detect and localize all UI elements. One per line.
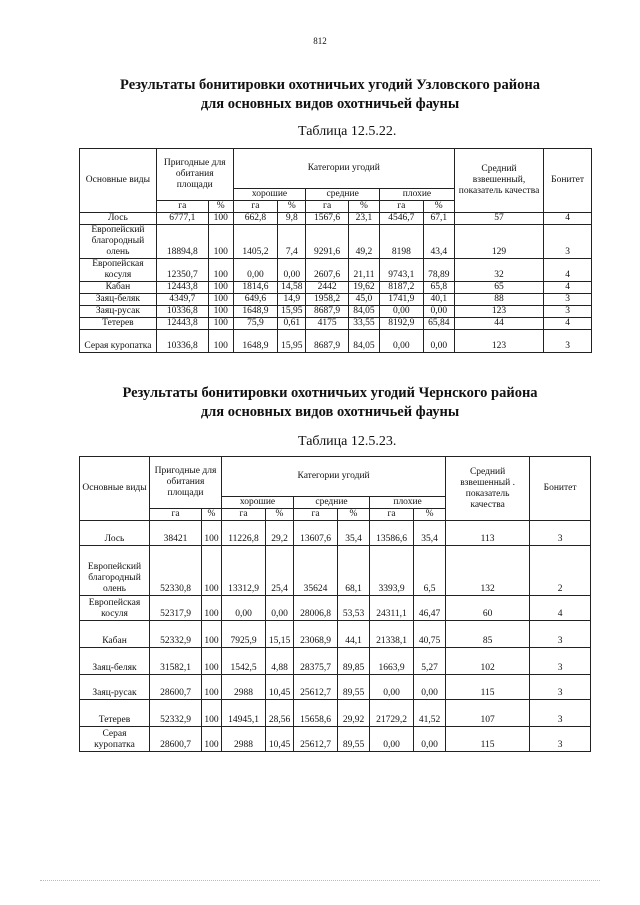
header-weighted-quality: Средний взвешенный . показатель качества [446,457,530,521]
header-good: хорошие [233,189,306,201]
weighted-quality-cell: 85 [446,621,530,648]
table-row [80,546,591,596]
weighted-quality-cell: 123 [454,330,543,353]
good-ha-cell: 1814,6 [233,282,278,294]
header-medium-ha: га [306,201,349,213]
medium-ha-cell: 2607,6 [306,259,349,282]
header-medium: средние [306,189,380,201]
bonitet-cell: 3 [544,294,592,306]
suitable-pct-cell: 100 [202,596,222,621]
bonitet-cell: 3 [530,521,591,546]
header-good-pct: % [278,201,306,213]
bonitet-cell: 2 [530,546,591,596]
medium-pct-cell: 89,55 [338,727,370,752]
suitable-ha-cell: 12443,8 [156,282,208,294]
medium-pct-cell: 84,05 [348,306,379,318]
weighted-quality-cell: 32 [454,259,543,282]
header-good-ha: га [233,201,278,213]
medium-ha-cell: 13607,6 [294,521,338,546]
species-cell: Европейская косуля [80,259,157,282]
good-pct-cell: 28,56 [266,700,294,727]
header-poor-ha: га [380,201,424,213]
medium-pct-cell: 68,1 [338,546,370,596]
medium-pct-cell: 35,4 [338,521,370,546]
weighted-quality-cell: 57 [454,213,543,225]
header-ha: га [156,201,208,213]
good-pct-cell: 25,4 [266,546,294,596]
good-pct-cell: 9,8 [278,213,306,225]
species-cell: Заяц-русак [80,306,157,318]
medium-ha-cell: 2442 [306,282,349,294]
weighted-quality-cell: 113 [446,521,530,546]
good-ha-cell: 0,00 [222,596,266,621]
good-pct-cell: 10,45 [266,727,294,752]
weighted-quality-cell: 129 [454,225,543,259]
medium-pct-cell: 33,55 [348,318,379,330]
suitable-pct-cell: 100 [208,330,233,353]
header-weighted-quality: Средний взвешенный, показатель качества [454,149,543,213]
suitable-ha-cell: 6777,1 [156,213,208,225]
good-pct-cell: 0,61 [278,318,306,330]
poor-pct-cell: 67,1 [423,213,454,225]
poor-ha-cell: 0,00 [370,675,414,700]
poor-pct-cell: 78,89 [423,259,454,282]
medium-pct-cell: 23,1 [348,213,379,225]
poor-pct-cell: 65,8 [423,282,454,294]
suitable-pct-cell: 100 [202,675,222,700]
medium-pct-cell: 89,55 [338,675,370,700]
medium-ha-cell: 28375,7 [294,648,338,675]
poor-pct-cell: 0,00 [414,727,446,752]
good-ha-cell: 662,8 [233,213,278,225]
medium-pct-cell: 21,11 [348,259,379,282]
species-cell: Кабан [80,282,157,294]
good-ha-cell: 2988 [222,675,266,700]
poor-ha-cell: 4546,7 [380,213,424,225]
good-ha-cell: 14945,1 [222,700,266,727]
good-pct-cell: 10,45 [266,675,294,700]
good-pct-cell: 14,9 [278,294,306,306]
species-cell: Европейский благородный олень [80,546,150,596]
suitable-pct-cell: 100 [202,546,222,596]
section1-title-line2: для основных видов охотничьей фауны [200,96,460,112]
suitable-ha-cell: 4349,7 [156,294,208,306]
good-ha-cell: 1405,2 [233,225,278,259]
table-row [80,294,592,306]
table-row [80,330,592,353]
header-medium-ha: га [294,509,338,521]
table-row [80,675,591,700]
header-bonitet: Бонитет [544,149,592,213]
poor-ha-cell: 8187,2 [380,282,424,294]
suitable-ha-cell: 52332,9 [150,621,202,648]
header-species: Основные виды [80,457,150,521]
bonitet-cell: 4 [544,259,592,282]
species-cell: Европейский благородный олень [80,225,157,259]
poor-pct-cell: 40,75 [414,621,446,648]
good-ha-cell: 13312,9 [222,546,266,596]
section2-title-line2: для основных видов охотничьей фауны [200,404,460,420]
poor-ha-cell: 8192,9 [380,318,424,330]
bonitet-cell: 4 [544,213,592,225]
suitable-ha-cell: 52332,9 [150,700,202,727]
medium-ha-cell: 28006,8 [294,596,338,621]
header-good-pct: % [266,509,294,521]
poor-pct-cell: 0,00 [423,306,454,318]
footer-divider [40,880,600,882]
good-pct-cell: 14,58 [278,282,306,294]
suitable-pct-cell: 100 [208,259,233,282]
species-cell: Кабан [80,621,150,648]
weighted-quality-cell: 115 [446,675,530,700]
table-row [80,225,592,259]
poor-ha-cell: 0,00 [370,727,414,752]
header-land-categories: Категории угодий [222,457,446,497]
weighted-quality-cell: 44 [454,318,543,330]
weighted-quality-cell: 115 [446,727,530,752]
bonitet-cell: 3 [530,727,591,752]
table-row [80,621,591,648]
header-good-ha: га [222,509,266,521]
suitable-ha-cell: 28600,7 [150,675,202,700]
header-poor: плохие [370,497,446,509]
bonitet-cell: 3 [530,700,591,727]
section1-title [60,76,600,114]
header-pct: % [202,509,222,521]
suitable-pct-cell: 100 [208,213,233,225]
medium-pct-cell: 44,1 [338,621,370,648]
table-row [80,648,591,675]
table1-caption: Таблица 12.5.22. [298,124,397,139]
poor-ha-cell: 9743,1 [380,259,424,282]
good-ha-cell: 11226,8 [222,521,266,546]
suitable-pct-cell: 100 [202,700,222,727]
suitable-ha-cell: 31582,1 [150,648,202,675]
header-poor-pct: % [414,509,446,521]
weighted-quality-cell: 107 [446,700,530,727]
species-cell: Лось [80,521,150,546]
section1-title-line1: Результаты бонитировки охотничьих угодий Узловского района [120,77,540,93]
medium-pct-cell: 45,0 [348,294,379,306]
medium-pct-cell: 84,05 [348,330,379,353]
good-pct-cell: 0,00 [266,596,294,621]
medium-pct-cell: 29,92 [338,700,370,727]
header-bonitet: Бонитет [530,457,591,521]
good-ha-cell: 649,6 [233,294,278,306]
header-suitable-area: Пригодные для обитания площади [156,149,233,201]
suitable-ha-cell: 12350,7 [156,259,208,282]
poor-pct-cell: 6,5 [414,546,446,596]
bonitet-cell: 4 [544,318,592,330]
suitable-ha-cell: 18894,8 [156,225,208,259]
table-row [80,318,592,330]
table-row [80,282,592,294]
poor-ha-cell: 3393,9 [370,546,414,596]
bonitet-cell: 3 [530,648,591,675]
good-ha-cell: 7925,9 [222,621,266,648]
medium-pct-cell: 49,2 [348,225,379,259]
suitable-pct-cell: 100 [202,648,222,675]
medium-ha-cell: 4175 [306,318,349,330]
suitable-ha-cell: 38421 [150,521,202,546]
header-poor: плохие [380,189,455,201]
suitable-ha-cell: 10336,8 [156,330,208,353]
suitable-pct-cell: 100 [208,282,233,294]
species-cell: Заяц-русак [80,675,150,700]
suitable-ha-cell: 52317,9 [150,596,202,621]
good-ha-cell: 1648,9 [233,306,278,318]
table-12-5-23 [79,456,591,752]
species-cell: Европейская косуля [80,596,150,621]
poor-ha-cell: 21338,1 [370,621,414,648]
poor-ha-cell: 24311,1 [370,596,414,621]
poor-ha-cell: 13586,6 [370,521,414,546]
table-12-5-22 [79,148,592,353]
section2-title-line1: Результаты бонитировки охотничьих угодий Чернского района [122,385,538,401]
table-row [80,306,592,318]
suitable-pct-cell: 100 [208,294,233,306]
bonitet-cell: 3 [544,330,592,353]
species-cell: Серая куропатка [80,330,157,353]
medium-ha-cell: 8687,9 [306,330,349,353]
weighted-quality-cell: 123 [454,306,543,318]
medium-pct-cell: 89,85 [338,648,370,675]
poor-ha-cell: 1741,9 [380,294,424,306]
header-suitable-area: Пригодные для обитания площади [150,457,222,509]
poor-pct-cell: 46,47 [414,596,446,621]
page-number: 812 [313,36,327,46]
table-row [80,259,592,282]
bonitet-cell: 3 [530,675,591,700]
species-cell: Серая куропатка [80,727,150,752]
good-ha-cell: 2988 [222,727,266,752]
good-pct-cell: 7,4 [278,225,306,259]
poor-ha-cell: 21729,2 [370,700,414,727]
poor-pct-cell: 65,84 [423,318,454,330]
poor-ha-cell: 0,00 [380,306,424,318]
poor-ha-cell: 0,00 [380,330,424,353]
suitable-pct-cell: 100 [202,621,222,648]
medium-ha-cell: 1958,2 [306,294,349,306]
table-row [80,596,591,621]
poor-pct-cell: 5,27 [414,648,446,675]
table2-body [80,521,591,752]
good-pct-cell: 15,95 [278,330,306,353]
good-pct-cell: 29,2 [266,521,294,546]
poor-ha-cell: 1663,9 [370,648,414,675]
weighted-quality-cell: 88 [454,294,543,306]
medium-pct-cell: 53,53 [338,596,370,621]
suitable-ha-cell: 12443,8 [156,318,208,330]
weighted-quality-cell: 60 [446,596,530,621]
table-row [80,213,592,225]
header-land-categories: Категории угодий [233,149,454,189]
species-cell: Лось [80,213,157,225]
bonitet-cell: 3 [544,306,592,318]
good-ha-cell: 1648,9 [233,330,278,353]
medium-ha-cell: 1567,6 [306,213,349,225]
suitable-pct-cell: 100 [202,521,222,546]
poor-pct-cell: 43,4 [423,225,454,259]
species-cell: Заяц-беляк [80,648,150,675]
bonitet-cell: 3 [530,621,591,648]
bonitet-cell: 3 [544,225,592,259]
suitable-ha-cell: 28600,7 [150,727,202,752]
header-poor-pct: % [423,201,454,213]
table2-caption: Таблица 12.5.23. [298,434,397,449]
poor-pct-cell: 41,52 [414,700,446,727]
medium-pct-cell: 19,62 [348,282,379,294]
poor-pct-cell: 35,4 [414,521,446,546]
good-pct-cell: 4,88 [266,648,294,675]
suitable-pct-cell: 100 [208,318,233,330]
good-pct-cell: 0,00 [278,259,306,282]
good-ha-cell: 75,9 [233,318,278,330]
good-pct-cell: 15,15 [266,621,294,648]
poor-pct-cell: 0,00 [423,330,454,353]
weighted-quality-cell: 132 [446,546,530,596]
section2-title [60,384,600,422]
table-row [80,700,591,727]
species-cell: Тетерев [80,318,157,330]
header-medium-pct: % [348,201,379,213]
table-row [80,521,591,546]
species-cell: Заяц-беляк [80,294,157,306]
medium-ha-cell: 35624 [294,546,338,596]
suitable-pct-cell: 100 [202,727,222,752]
medium-ha-cell: 15658,6 [294,700,338,727]
good-ha-cell: 1542,5 [222,648,266,675]
header-ha: га [150,509,202,521]
poor-pct-cell: 0,00 [414,675,446,700]
header-medium-pct: % [338,509,370,521]
medium-ha-cell: 25612,7 [294,675,338,700]
good-pct-cell: 15,95 [278,306,306,318]
table1-body [80,213,592,353]
header-species: Основные виды [80,149,157,213]
bonitet-cell: 4 [530,596,591,621]
suitable-pct-cell: 100 [208,225,233,259]
header-poor-ha: га [370,509,414,521]
table-row [80,727,591,752]
medium-ha-cell: 23068,9 [294,621,338,648]
header-pct: % [208,201,233,213]
weighted-quality-cell: 102 [446,648,530,675]
suitable-ha-cell: 52330,8 [150,546,202,596]
header-medium: средние [294,497,370,509]
species-cell: Тетерев [80,700,150,727]
header-good: хорошие [222,497,294,509]
good-ha-cell: 0,00 [233,259,278,282]
medium-ha-cell: 9291,6 [306,225,349,259]
medium-ha-cell: 25612,7 [294,727,338,752]
suitable-ha-cell: 10336,8 [156,306,208,318]
poor-pct-cell: 40,1 [423,294,454,306]
bonitet-cell: 4 [544,282,592,294]
suitable-pct-cell: 100 [208,306,233,318]
weighted-quality-cell: 65 [454,282,543,294]
poor-ha-cell: 8198 [380,225,424,259]
medium-ha-cell: 8687,9 [306,306,349,318]
